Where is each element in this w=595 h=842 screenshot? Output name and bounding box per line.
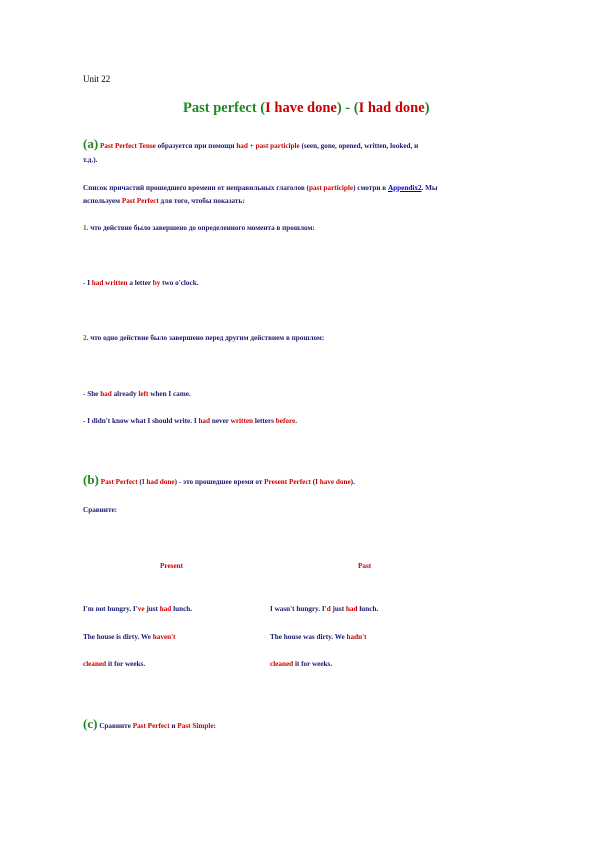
cell-highlight: had — [345, 605, 358, 613]
cell-text: it for weeks. — [106, 660, 146, 668]
cell-highlight: had — [159, 605, 172, 613]
appendix-link[interactable]: Appendix2 — [387, 184, 422, 192]
cell-highlight: d — [326, 605, 331, 613]
section-c-t1: Сравните — [97, 722, 133, 730]
cell-text: I wasn't hungry. I' — [270, 605, 327, 613]
table-row-1-past — [270, 604, 378, 615]
example-3 — [83, 416, 297, 427]
example-3-adv: before — [275, 417, 296, 425]
example-1-b: a letter — [127, 279, 153, 287]
table-row-1-present — [83, 604, 192, 615]
example-2-aux: had — [100, 390, 112, 398]
section-c-t3: : — [213, 722, 216, 730]
section-a-line2: т.д.). — [83, 156, 98, 164]
table-row-2-past — [270, 632, 367, 643]
title-part-4: I had done — [358, 100, 425, 116]
cell-highlight: hadn't — [346, 633, 367, 641]
example-3-d: . — [295, 417, 298, 425]
table-row-3-present — [83, 659, 145, 670]
participles-text3: . Мы — [421, 184, 438, 192]
table-header-present: Present — [160, 562, 184, 570]
cell-highlight: ve — [137, 605, 145, 613]
section-a-term: Past Perfect Tense — [99, 142, 156, 150]
section-a-text1: образуется при помощи — [155, 142, 237, 150]
cell-text: The house was dirty. We — [270, 633, 347, 641]
table-header-past: Past — [358, 562, 372, 570]
example-3-verb: written — [230, 417, 254, 425]
point-2-text: что одно действие было завершено перед другим действием в прошлом: — [88, 334, 325, 342]
example-1-verb: had written — [91, 279, 128, 287]
cell-text: just — [330, 605, 346, 613]
example-2-c: when I came. — [148, 390, 191, 398]
table-row-3-past — [270, 659, 332, 670]
point-1-text: что действие было завершено до определенного момента в прошлом: — [88, 224, 315, 232]
section-b-t2: ) - это прошедшее время от — [174, 478, 265, 486]
section-b-form2: I have done — [315, 478, 351, 486]
participles-text1: Список причастий прошедшего времени от неправильных глаголов ( — [83, 184, 309, 192]
participles-line2-term: Past Perfect — [121, 197, 159, 205]
section-c-letter: (c) — [83, 716, 98, 731]
example-2 — [83, 389, 191, 400]
title-part-2: I have done — [265, 100, 337, 116]
section-b-t3: ( — [310, 478, 316, 486]
participles-text2: ) смотри в — [353, 184, 388, 192]
section-c — [83, 718, 216, 732]
title-part-1: Past perfect ( — [183, 100, 266, 116]
cell-text: lunch. — [357, 605, 379, 613]
example-3-a: - I didn't know what I should write. I — [83, 417, 199, 425]
cell-highlight: cleaned — [270, 660, 294, 668]
cell-highlight: cleaned — [83, 660, 107, 668]
section-b-t1: ( — [137, 478, 142, 486]
table-row-2-present — [83, 632, 176, 643]
point-1-number: 1. — [83, 224, 89, 232]
example-2-b: already — [111, 390, 139, 398]
page-title — [183, 100, 430, 117]
participles-line1 — [83, 183, 438, 194]
unit-label: Unit 22 — [83, 74, 111, 84]
section-b — [83, 474, 355, 488]
section-b-t4: ). — [350, 478, 355, 486]
section-a-text2: (seen, gone, opened, written, looked, и — [299, 142, 419, 150]
participles-term: past participle — [308, 184, 354, 192]
section-b-term: Past Perfect — [100, 478, 138, 486]
title-part-3: ) - ( — [336, 100, 359, 116]
example-1-c: two o'clock. — [160, 279, 199, 287]
example-3-c: letters — [253, 417, 276, 425]
example-1-prep: by — [152, 279, 161, 287]
example-1 — [83, 278, 199, 289]
cell-text: I'm not hungry. I' — [83, 605, 138, 613]
example-2-a: - She — [83, 390, 101, 398]
cell-text: The house is dirty. We — [83, 633, 153, 641]
section-b-form: I had done — [141, 478, 175, 486]
cell-text: just — [144, 605, 160, 613]
section-c-t2: и — [169, 722, 178, 730]
section-a-line1 — [83, 138, 418, 152]
title-part-5: ) — [424, 100, 430, 116]
cell-highlight: haven't — [152, 633, 176, 641]
cell-text: lunch. — [171, 605, 193, 613]
participles-line2 — [83, 196, 245, 207]
point-2 — [83, 333, 324, 344]
section-a-formula: had + past participle — [236, 142, 300, 150]
example-3-aux: had — [198, 417, 211, 425]
section-c-term1: Past Perfect — [132, 722, 170, 730]
example-1-a: - I — [83, 279, 92, 287]
section-c-term2: Past Simple — [177, 722, 214, 730]
example-3-b: never — [210, 417, 231, 425]
section-b-letter: (b) — [83, 472, 99, 487]
point-1 — [83, 223, 315, 234]
section-b-term2: Present Perfect — [264, 478, 311, 486]
section-a-letter: (a) — [83, 136, 99, 151]
compare-label: Сравните: — [83, 506, 118, 514]
example-2-verb: left — [138, 390, 149, 398]
participles-line2b: для того, чтобы показать: — [158, 197, 245, 205]
cell-text: it for weeks. — [293, 660, 333, 668]
point-2-number: 2. — [83, 334, 89, 342]
participles-line2a: используем — [83, 197, 122, 205]
